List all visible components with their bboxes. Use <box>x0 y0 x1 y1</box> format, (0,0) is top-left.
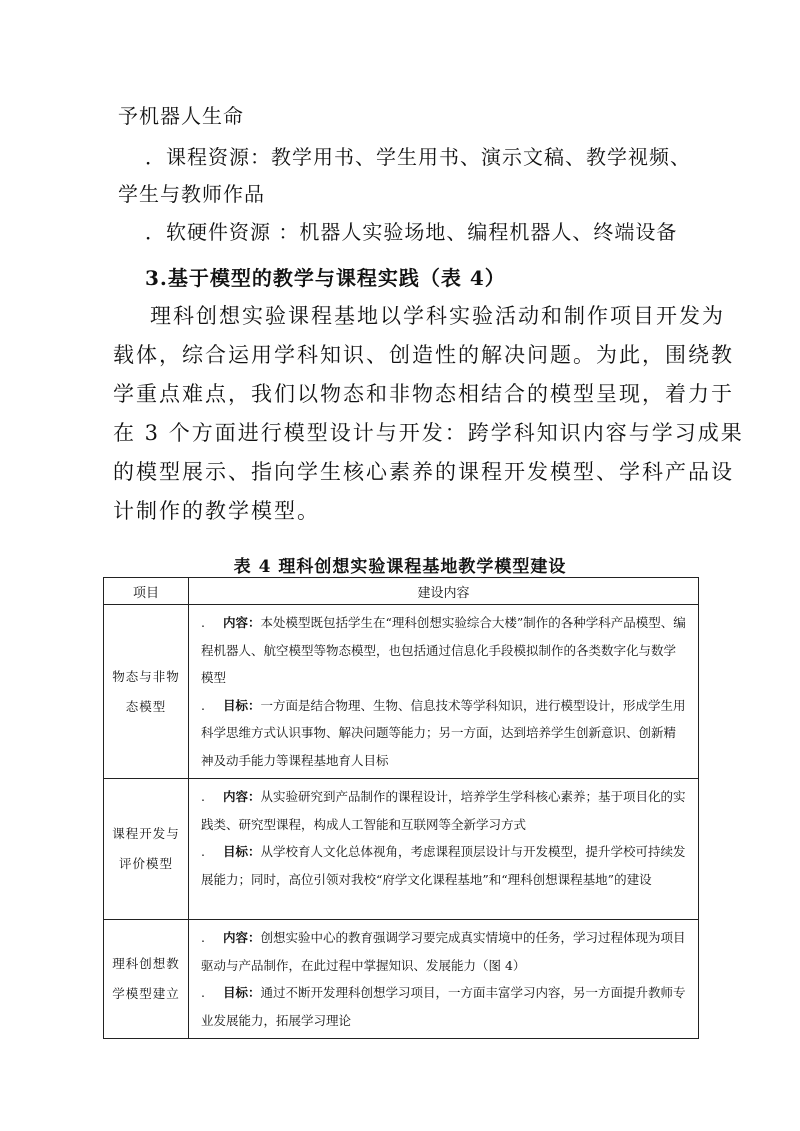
goal-paragraph <box>201 692 686 775</box>
content-text: 本处模型既包括学生在“理科创想实验综合大楼”制作的各种学科产品模型、编程机器人、航空模型等物态模型，也包括通过信息化手段模拟制作的各类数字化与数学模型 <box>201 615 686 685</box>
bullet: . <box>201 985 205 1000</box>
bullet: . <box>201 844 205 859</box>
content-label: 内容： <box>223 615 261 630</box>
row-item-cell <box>104 779 189 920</box>
content-text: 从实验研究到产品制作的课程设计，培养学生学科核心素养；基于项目化的实践类、研究型课程，构成人工智能和互联网等全新学习方式 <box>201 789 686 832</box>
row-content-cell <box>189 920 699 1039</box>
goal-text: 通过不断开发理科创想学习项目，一方面丰富学习内容，另一方面提升教师专业发展能力，拓展学习理论 <box>201 985 686 1028</box>
bullet: . <box>201 789 205 804</box>
text-line: 学生与教师作品 <box>118 182 265 206</box>
bullet: . <box>201 930 205 945</box>
goal-paragraph <box>201 838 686 893</box>
item-line: 态模型 <box>125 698 167 714</box>
goal-label: 目标： <box>223 697 261 713</box>
table-row <box>104 605 699 779</box>
paragraph-line: 学重点难点，我们以物态和非物态相结合的模型呈现，着力于 <box>113 382 734 406</box>
text-line: 予机器人生命 <box>118 104 244 128</box>
section-heading: 3.基于模型的教学与课程实践（表 4） <box>145 266 506 290</box>
content-label: 内容： <box>223 930 261 945</box>
item-line: 物态与非物 <box>112 668 180 684</box>
row-content-cell <box>189 605 699 779</box>
content-paragraph <box>201 783 686 838</box>
table-row <box>104 779 699 920</box>
content-text: 创想实验中心的教育强调学习要完成真实情境中的任务，学习过程体现为项目驱动与产品制作，在此过程中掌握知识、发展能力（图 4） <box>201 930 686 973</box>
goal-label: 目标： <box>223 985 261 1000</box>
table-caption: 表 4 理科创想实验课程基地教学模型建设 <box>233 557 567 577</box>
bullet: . <box>201 697 205 713</box>
item-line: 理科创想教 <box>112 956 180 971</box>
text-line: ．软硬件资源 ：机器人实验场地、编程机器人、终端设备 <box>145 220 678 244</box>
row-content-cell <box>189 779 699 920</box>
goal-text: 从学校育人文化总体视角，考虑课程顶层设计与开发模型，提升学校可持续发展能力；同时，高位引领对我校“府学文化课程基地”和“理科创想课程基地”的建设 <box>201 844 686 887</box>
table-header-row <box>104 578 699 605</box>
row-item-cell <box>104 920 189 1039</box>
paragraph-line: 计制作的教学模型。 <box>113 499 320 523</box>
header-content: 建设内容 <box>189 578 699 605</box>
paragraph-line: 载体，综合运用学科知识、创造性的解决问题。为此，围绕教 <box>113 343 734 367</box>
goal-text: 一方面是结合物理、生物、信息技术等学科知识，进行模型设计，形成学生用科学思维方式认识事物、解决问题等能力；另一方面，达到培养学生创新意识、创新精神及动手能力等课程基地育人目标 <box>201 697 686 768</box>
goal-paragraph <box>201 979 686 1034</box>
model-table <box>103 577 699 1039</box>
item-line: 学模型建立 <box>112 986 180 1001</box>
goal-label: 目标： <box>223 844 261 859</box>
item-line: 课程开发与 <box>112 826 180 841</box>
text-line: ．课程资源：教学用书、学生用书、演示文稿、教学视频、 <box>145 145 691 169</box>
header-item: 项目 <box>104 578 189 605</box>
content-paragraph <box>201 609 686 692</box>
content-label: 内容： <box>223 789 261 804</box>
paragraph-line: 在 3 个方面进行模型设计与开发：跨学科知识内容与学习成果 <box>113 421 744 445</box>
paragraph-line: 理科创想实验课程基地以学科实验活动和制作项目开发为 <box>150 304 725 328</box>
item-line: 评价模型 <box>118 856 173 871</box>
paragraph-line: 的模型展示、指向学生核心素养的课程开发模型、学科产品设 <box>113 460 734 484</box>
table-row <box>104 920 699 1039</box>
bullet: . <box>201 615 205 630</box>
row-item-cell <box>104 605 189 779</box>
content-paragraph <box>201 924 686 979</box>
